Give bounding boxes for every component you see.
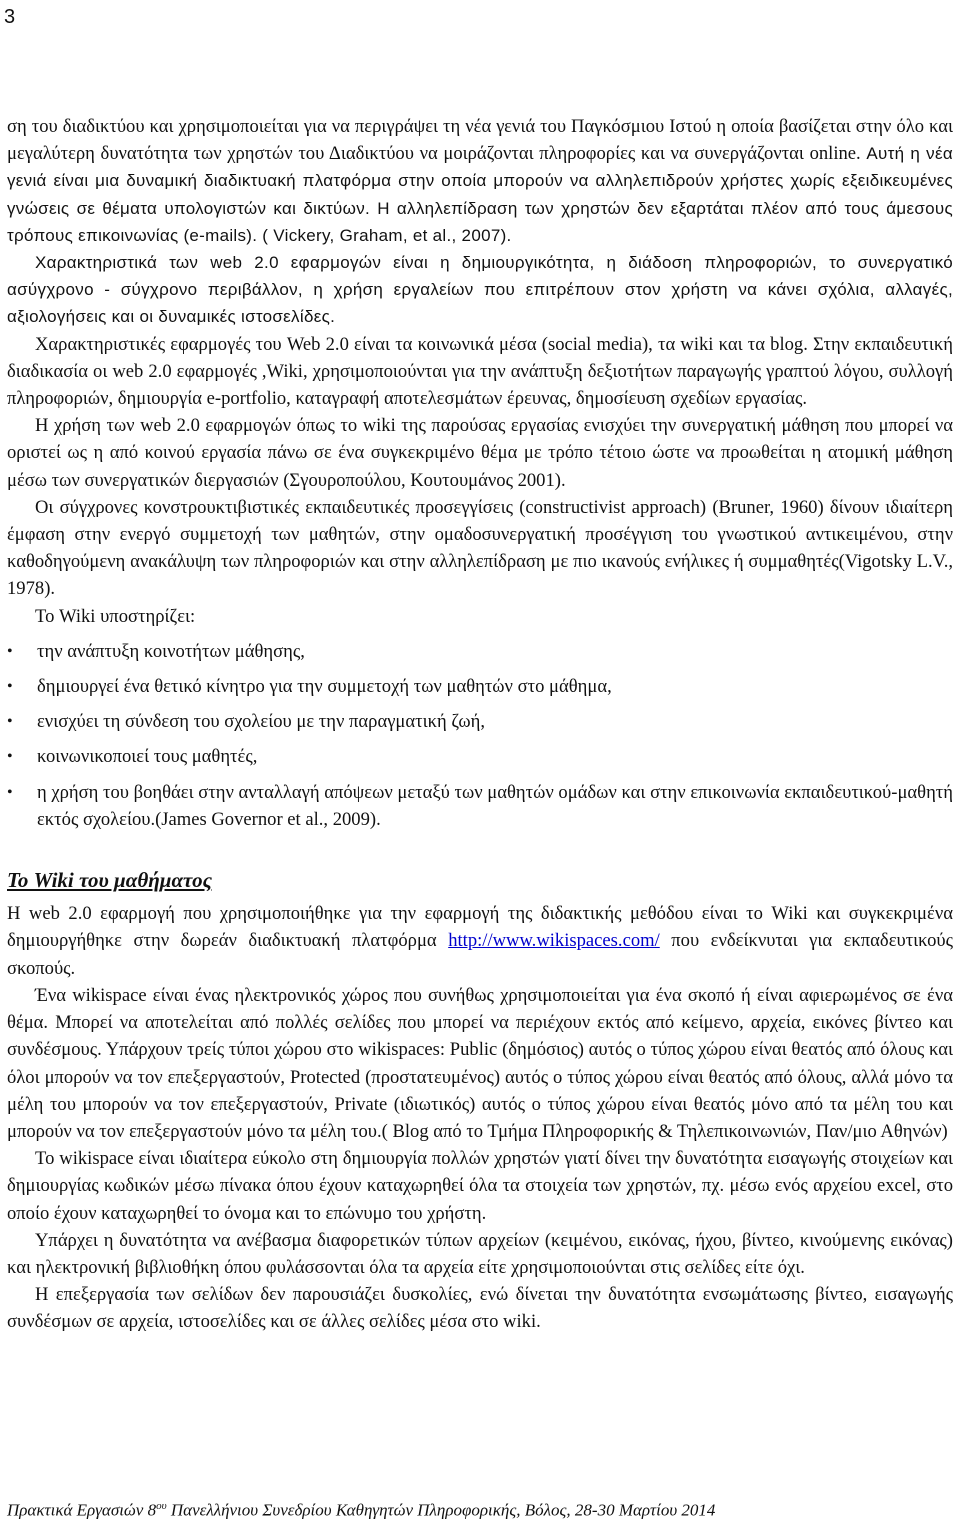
paragraph: Χαρακτηριστικά των web 2.0 εφαρμογών είναι η δημιουργικότητα, η διάδοση πληροφοριών, το συνεργατικό ασύγχρονο - σύγχρονο περιβάλλον, η χρήση εργαλείων που επιτρέπουν στον χρήστη να κάνει σχόλια, αλλαγές, αξιολογήσεις και οι δυναμικές ιστοσελίδες. — [7, 253, 953, 327]
paragraph: Το wikispace είναι ιδιαίτερα εύκολο στη δημιουργία πολλών χρηστών γιατί δίνει την δυνατότητα εισαγωγής στοιχείων και δημιουργίας κωδικών μέσω πίνακα όπου έχουν καταχωρηθεί όλα τα στοιχεία των χρηστών, πχ. μέσω ενός αρχείου excel, στο οποίο έχουν καταχωρηθεί το όνομα και το επώνυμο του χρήστη. — [7, 1148, 953, 1224]
paragraph: Υπάρχει η δυνατότητα να ανέβασμα διαφορετικών τύπων αρχείων (κειμένου, εικόνας, ήχου, βίντεο, κινούμενης εικόνας) και ηλεκτρονική βιβλιοθήκη όπου φυλάσσονται όλα τα αρχεία είτε χρησιμοποιούνται στις σελίδες είτε όχι. — [7, 1229, 953, 1278]
bullet-icon: • — [7, 713, 13, 731]
list-item-text: δημιουργεί ένα θετικό κίνητρο για την συμμετοχή των μαθητών στο μάθημα, — [37, 676, 612, 698]
list-item-text: ενισχύει τη σύνδεση του σχολείου με την παραγματική ζωή, — [37, 711, 485, 733]
list-item — [7, 743, 953, 770]
list-item-text: η χρήση του βοηθάει στην ανταλλαγή απόψεων μεταξύ των μαθητών ομάδων και στην επικοινωνία εκπαιδευτικού-μαθητή εκτός σχολείου.(James Governor et al., 2009). — [37, 781, 953, 830]
paragraph: Οι σύγχρονες κονστρουκτιβιστικές εκπαιδευτικές προσεγγίσεις (constructivist approach) (Bruner, 1960) δίνουν ιδιαίτερη έμφαση στην ενεργό συμμετοχή των μαθητών, στην ομαδοσυνεργατική προσέγγιση του γνωστικού αντικειμένου, στην καθοδηγούμενη ανακάλυψη των πληροφοριών και στην αλληλεπίδραση με πιο ικανούς ενήλικες ή συμμαθητές(Vigotsky L.V., 1978). — [7, 496, 953, 600]
list-item-text: κοινωνικοποιεί τους μαθητές, — [37, 746, 258, 768]
paragraph-text: Η web 2.0 εφαρμογή που χρησιμοποιήθηκε για την εφαρμογή της διδακτικής μεθόδου είναι το Wiki και συγκεκριμένα δημιουργήθηκε στην δωρεάν διαδικτυακή πλατφόρμα — [7, 903, 953, 952]
paragraph: Ένα wikispace είναι ένας ηλεκτρονικός χώρος που συνήθως χρησιμοποιείται για ένα σκοπό ή είναι αφιερωμένος σε ένα θέμα. Μπορεί να αποτελείται από πολλές σελίδες που μπορεί να περιέχουν εκτός από κείμενο, αρχεία, εικόνες βίντεο και συνδέσμους. Υπάρχουν τρείς τύποι χώρου στο wikispaces: Public (δημόσιος) αυτός ο τύπος χώρου είναι θεατός από όλους και όλοι μπορούν να τον επεξεργαστούν, Protected (προστατευμένος) αυτός ο τύπος χώρου είναι θεατός από όλους, αλλά μόνο τα μέλη του μπορούν να τον επεξεργαστούν, Private (ιδιωτικός) αυτός ο τύπος χώρου είναι θεατός μόνο από τα μέλη του και μπορούν να τον επεξεργαστούν μόνο τα μέλη του.( Blog από το Τμήμα Πληροφορικής & Τηλεπικοινωνιών, Παν/μιο Αθηνών) — [7, 984, 953, 1142]
footer-superscript: ου — [156, 1500, 167, 1512]
paragraph: Η επεξεργασία των σελίδων δεν παρουσιάζει δυσκολίες, ενώ δίνεται την δυνατότητα ενσωμάτωσης βίντεο, εισαγωγής συνδέσμων σε αρχεία, ιστοσελίδες και σε άλλες σελίδες μέσα στο wiki. — [7, 1284, 953, 1333]
bullet-icon: • — [7, 678, 13, 696]
footer — [7, 1500, 715, 1521]
list-intro: Το Wiki υποστηρίζει: — [35, 605, 196, 627]
bullet-list — [7, 638, 953, 833]
list-item — [7, 638, 953, 665]
list-item — [7, 779, 953, 833]
paragraph-text: ση του διαδικτύου και χρησιμοποιείται για να περιγράψει τη νέα γενιά του Παγκόσμιου Ιστού η οποία βασίζεται στην όλο και μεγαλύτερη δυνατότητα των χρηστών του Διαδικτύου να μοιράζονται πληροφορίες και να συνεργάζονται online. — [7, 116, 953, 165]
document-body — [7, 113, 953, 1336]
paragraph: Η χρήση των web 2.0 εφαρμογών όπως το wiki της παρούσας εργασίας ενισχύει την συνεργατική μάθηση που μπορεί να οριστεί ως η από κοινού εργασία πάνω σε ένα συγκεκριμένο θέμα με τρόπο τέτοιο ώστε να προωθείται η ατομική μάθηση μέσω των συνεργατικών διεργασιών (Σγουροπούλου, Κουτουμάνος 2001). — [7, 415, 953, 491]
paragraph-text-sans: Αυτή η νέα γενιά είναι μια δυναμική διαδικτυακή πλατφόρμα στην οποία μπορούν να αλληλεπιδρούν χρήστες χωρίς εξειδικευμένες γνώσεις σε θέματα υπολογιστών και δικτύων. Η αλληλεπίδραση των χρηστών δεν εξαρτάται πλέον από τους άμεσους τρόπους επικοινωνίας (e-mails). ( Vickery, Graham, et al., 2007). — [7, 144, 953, 245]
footer-text: Πρακτικά Εργασιών 8 — [7, 1500, 157, 1520]
section-heading: Το Wiki του μαθήματος — [7, 868, 212, 893]
page-number: 3 — [4, 6, 16, 28]
paragraph: Χαρακτηριστικές εφαρμογές του Web 2.0 είναι τα κοινωνικά μέσα (social media), τα wiki και τα blog. Στην εκπαιδευτική διαδικασία οι web 2.0 εφαρμογές ,Wiki, χρησιμοποιούνται για την ανάπτυξη δεξιοτήτων παραγωγής γραπτού λόγου, συλλογή πληροφοριών, δημιουργία e-portfolio, καταγραφή αποτελεσμάτων έρευνας, δημοσίευση σχεδίων εργασίας. — [7, 333, 953, 410]
paragraph — [7, 900, 953, 982]
bullet-icon: • — [7, 642, 13, 660]
paragraph — [7, 113, 953, 249]
wikispaces-link[interactable]: http://www.wikispaces.com/ — [448, 930, 660, 952]
list-item-text: την ανάπτυξη κοινοτήτων μάθησης, — [37, 640, 305, 662]
bullet-icon: • — [7, 783, 13, 801]
list-item — [7, 708, 953, 735]
footer-text-rest: Πανελλήνιου Συνεδρίου Καθηγητών Πληροφορικής, Βόλος, 28-30 Μαρτίου 2014 — [166, 1500, 716, 1520]
paragraph-text: που ενδείκνυται για εκπαδευτικούς σκοπούς. — [7, 930, 954, 979]
list-item — [7, 673, 953, 700]
bullet-icon: • — [7, 748, 13, 766]
